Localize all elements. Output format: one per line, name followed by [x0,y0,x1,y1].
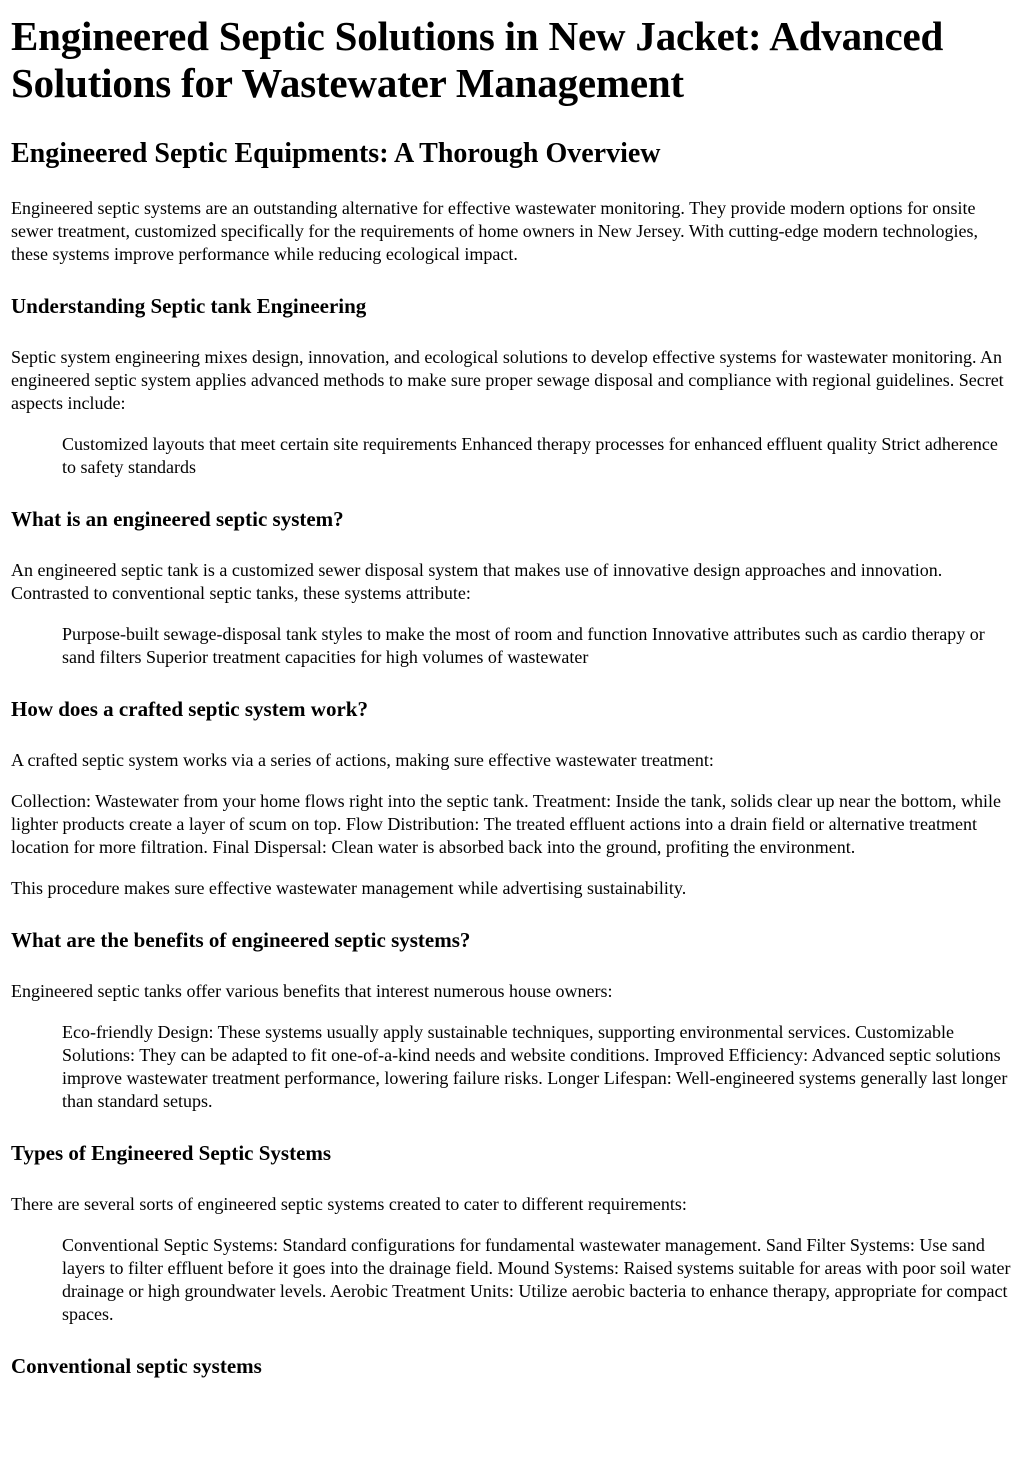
section-heading-conventional: Conventional septic systems [11,1354,262,1378]
section-heading-how-works: How does a crafted septic system work? [11,697,368,721]
page-title: Engineered Septic Solutions in New Jacket: Advanced Solutions for Wastewater Management [11,13,944,106]
how-works-summary-paragraph: This procedure makes sure effective wastewater management while advertising sustainability. [11,878,687,898]
benefits-paragraph: Engineered septic tanks offer various benefits that interest numerous house owners: [11,981,613,1001]
understanding-paragraph: Septic system engineering mixes design, innovation, and ecological solutions to develop effective systems for wastewater monitoring. An engineered septic system applies advanced methods to make sure proper sewage disposal and compliance with regional guidelines. Secret aspects include: [11,347,1004,413]
section-heading-overview: Engineered Septic Equipments: A Thorough Overview [11,138,661,169]
types-quote: Conventional Septic Systems: Standard configurations for fundamental wastewater management. Sand Filter Systems: Use sand layers to filter effluent before it goes into the drainage field. Mound Systems: Raised systems suitable for areas with poor soil water drainage or high groundwater levels. Aerobic Treatment Units: Utilize aerobic bacteria to enhance therapy, appropriate for compact spaces. [62,1235,1011,1324]
understanding-quote: Customized layouts that meet certain site requirements Enhanced therapy processes for enhanced effluent quality Strict adherence to safety standards [62,434,998,477]
benefits-quote: Eco-friendly Design: These systems usually apply sustainable techniques, supporting environmental services. Customizable Solutions: They can be adapted to fit one-of-a-kind needs and website conditions. Improved Efficiency: Advanced septic solutions improve wastewater treatment performance, lowering failure risks. Longer Lifespan: Well-engineered systems generally last longer than standard setups. [62,1022,1008,1111]
what-is-quote: Purpose-built sewage-disposal tank styles to make the most of room and function Innovative attributes such as cardio therapy or sand filters Superior treatment capacities for high volumes of wastewater [62,624,985,667]
section-heading-what-is: What is an engineered septic system? [11,507,344,531]
what-is-paragraph: An engineered septic tank is a customized sewer disposal system that makes use of innovative design approaches and innovation. Contrasted to conventional septic tanks, these systems attribute: [11,560,943,603]
types-paragraph: There are several sorts of engineered septic systems created to cater to different requirements: [11,1194,687,1214]
section-heading-types: Types of Engineered Septic Systems [11,1141,332,1165]
how-works-steps-paragraph: Collection: Wastewater from your home flows right into the septic tank. Treatment: Inside the tank, solids clear up near the bottom, while lighter products create a layer of scum on top. Flow Distribution: The treated effluent actions into a drain field or alternative treatment location for more filtration. Final Dispersal: Clean water is absorbed back into the ground, profiting the environment. [11,791,1002,857]
how-works-intro-paragraph: A crafted septic system works via a series of actions, making sure effective wastewater treatment: [11,750,714,770]
section-heading-understanding: Understanding Septic tank Engineering [11,294,367,318]
overview-paragraph: Engineered septic systems are an outstanding alternative for effective wastewater monitoring. They provide modern options for onsite sewer treatment, customized specifically for the requirements of home owners in New Jersey. With cutting-edge modern technologies, these systems improve performance while reducing ecological impact. [11,198,978,264]
section-heading-benefits: What are the benefits of engineered septic systems? [11,928,471,952]
